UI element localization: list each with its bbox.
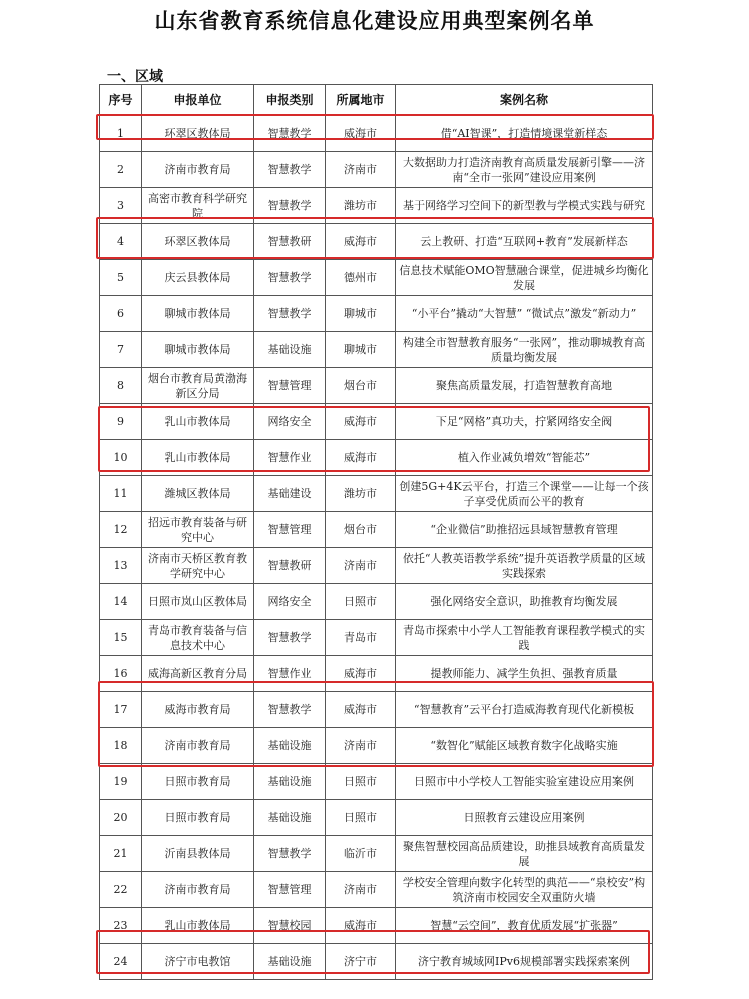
cell-unit: 日照市岚山区教体局 bbox=[142, 584, 254, 620]
cell-index: 12 bbox=[100, 512, 142, 548]
cell-case-name: 云上教研、打造“互联网+教育”发展新样态 bbox=[396, 224, 653, 260]
table-body bbox=[100, 116, 653, 980]
table-row bbox=[100, 908, 653, 944]
cell-city: 威海市 bbox=[326, 404, 396, 440]
cell-city: 潍坊市 bbox=[326, 476, 396, 512]
table-row bbox=[100, 368, 653, 404]
table-row bbox=[100, 296, 653, 332]
cell-case-name: 提教师能力、减学生负担、强教育质量 bbox=[396, 656, 653, 692]
table-row bbox=[100, 440, 653, 476]
cell-index: 2 bbox=[100, 152, 142, 188]
cell-city: 威海市 bbox=[326, 116, 396, 152]
cell-city: 济南市 bbox=[326, 548, 396, 584]
cell-city: 烟台市 bbox=[326, 368, 396, 404]
cell-case-name: 青岛市探索中小学人工智能教育课程教学模式的实践 bbox=[396, 620, 653, 656]
cell-category: 智慧教研 bbox=[254, 224, 326, 260]
table-row bbox=[100, 404, 653, 440]
cell-city: 日照市 bbox=[326, 800, 396, 836]
cell-index: 1 bbox=[100, 116, 142, 152]
cell-case-name: 学校安全管理向数字化转型的典范——“泉校安”构筑济南市校园安全双重防火墙 bbox=[396, 872, 653, 908]
cell-index: 16 bbox=[100, 656, 142, 692]
cell-unit: 乳山市教体局 bbox=[142, 908, 254, 944]
cell-index: 14 bbox=[100, 584, 142, 620]
cell-index: 6 bbox=[100, 296, 142, 332]
cell-case-name: 日照教育云建设应用案例 bbox=[396, 800, 653, 836]
cell-index: 17 bbox=[100, 692, 142, 728]
cell-unit: 环翠区教体局 bbox=[142, 224, 254, 260]
table-row bbox=[100, 728, 653, 764]
cell-unit: 济南市教育局 bbox=[142, 872, 254, 908]
cell-index: 24 bbox=[100, 944, 142, 980]
cell-unit: 聊城市教体局 bbox=[142, 332, 254, 368]
cell-index: 23 bbox=[100, 908, 142, 944]
cell-unit: 威海高新区教育分局 bbox=[142, 656, 254, 692]
cell-unit: 日照市教育局 bbox=[142, 764, 254, 800]
cell-category: 基础设施 bbox=[254, 332, 326, 368]
cell-city: 济宁市 bbox=[326, 944, 396, 980]
cell-case-name: 信息技术赋能OMO智慧融合课堂，促进城乡均衡化发展 bbox=[396, 260, 653, 296]
cell-category: 智慧教学 bbox=[254, 620, 326, 656]
cell-unit: 乳山市教体局 bbox=[142, 404, 254, 440]
cell-index: 10 bbox=[100, 440, 142, 476]
cell-case-name: “数智化”赋能区域教育数字化战略实施 bbox=[396, 728, 653, 764]
table-row bbox=[100, 836, 653, 872]
cell-index: 5 bbox=[100, 260, 142, 296]
table-row bbox=[100, 656, 653, 692]
cell-category: 基础设施 bbox=[254, 944, 326, 980]
cell-category: 智慧教学 bbox=[254, 692, 326, 728]
cell-category: 智慧教学 bbox=[254, 260, 326, 296]
cell-category: 智慧校园 bbox=[254, 908, 326, 944]
cell-index: 19 bbox=[100, 764, 142, 800]
cell-index: 22 bbox=[100, 872, 142, 908]
cell-case-name: 下足“网格”真功夫，拧紧网络安全阀 bbox=[396, 404, 653, 440]
table-row bbox=[100, 800, 653, 836]
table-row bbox=[100, 188, 653, 224]
cell-case-name: 大数据助力打造济南教育高质量发展新引擎——济南“全市一张网”建设应用案例 bbox=[396, 152, 653, 188]
table-row bbox=[100, 764, 653, 800]
cell-category: 智慧教研 bbox=[254, 548, 326, 584]
table-row bbox=[100, 584, 653, 620]
cell-city: 威海市 bbox=[326, 692, 396, 728]
cell-index: 8 bbox=[100, 368, 142, 404]
cell-unit: 环翠区教体局 bbox=[142, 116, 254, 152]
cell-case-name: 聚焦高质量发展，打造智慧教育高地 bbox=[396, 368, 653, 404]
table-row bbox=[100, 476, 653, 512]
cell-city: 威海市 bbox=[326, 908, 396, 944]
table-row bbox=[100, 692, 653, 728]
cell-case-name: “企业微信”助推招远县域智慧教育管理 bbox=[396, 512, 653, 548]
cell-case-name: 强化网络安全意识，助推教育均衡发展 bbox=[396, 584, 653, 620]
header-category: 申报类别 bbox=[254, 85, 326, 116]
cell-category: 智慧作业 bbox=[254, 440, 326, 476]
table-row bbox=[100, 548, 653, 584]
cell-category: 网络安全 bbox=[254, 404, 326, 440]
cell-category: 智慧教学 bbox=[254, 188, 326, 224]
cell-unit: 沂南县教体局 bbox=[142, 836, 254, 872]
cell-city: 日照市 bbox=[326, 584, 396, 620]
cell-category: 基础建设 bbox=[254, 476, 326, 512]
cell-city: 日照市 bbox=[326, 764, 396, 800]
cell-unit: 济南市天桥区教育教学研究中心 bbox=[142, 548, 254, 584]
cell-city: 青岛市 bbox=[326, 620, 396, 656]
cell-unit: 济宁市电教馆 bbox=[142, 944, 254, 980]
cell-category: 基础设施 bbox=[254, 728, 326, 764]
cell-category: 智慧教学 bbox=[254, 836, 326, 872]
cell-city: 济南市 bbox=[326, 728, 396, 764]
cell-category: 智慧教学 bbox=[254, 296, 326, 332]
cell-unit: 聊城市教体局 bbox=[142, 296, 254, 332]
table-row bbox=[100, 260, 653, 296]
cell-unit: 乳山市教体局 bbox=[142, 440, 254, 476]
cell-case-name: 智慧“云空间”，教育优质发展“扩张器” bbox=[396, 908, 653, 944]
table-row bbox=[100, 332, 653, 368]
cell-index: 7 bbox=[100, 332, 142, 368]
cell-case-name: 借“AI智课”，打造情境课堂新样态 bbox=[396, 116, 653, 152]
cell-city: 威海市 bbox=[326, 656, 396, 692]
cell-index: 13 bbox=[100, 548, 142, 584]
cell-unit: 日照市教育局 bbox=[142, 800, 254, 836]
cell-city: 济南市 bbox=[326, 872, 396, 908]
cell-index: 9 bbox=[100, 404, 142, 440]
header-city: 所属地市 bbox=[326, 85, 396, 116]
cell-category: 智慧作业 bbox=[254, 656, 326, 692]
header-case-name: 案例名称 bbox=[396, 85, 653, 116]
cell-category: 智慧教学 bbox=[254, 116, 326, 152]
header-unit: 申报单位 bbox=[142, 85, 254, 116]
cell-case-name: “小平台”撬动“大智慧” “微试点”激发“新动力” bbox=[396, 296, 653, 332]
table-row bbox=[100, 872, 653, 908]
cell-index: 21 bbox=[100, 836, 142, 872]
cell-index: 20 bbox=[100, 800, 142, 836]
cell-case-name: 创建5G+4K云平台，打造三个课堂——让每一个孩子享受优质而公平的教育 bbox=[396, 476, 653, 512]
cell-category: 基础设施 bbox=[254, 764, 326, 800]
cell-unit: 青岛市教育装备与信息技术中心 bbox=[142, 620, 254, 656]
cell-case-name: 基于网络学习空间下的新型教与学模式实践与研究 bbox=[396, 188, 653, 224]
table-header-row bbox=[100, 85, 653, 116]
cell-index: 11 bbox=[100, 476, 142, 512]
cell-index: 18 bbox=[100, 728, 142, 764]
cell-city: 临沂市 bbox=[326, 836, 396, 872]
table-row bbox=[100, 944, 653, 980]
cell-category: 智慧管理 bbox=[254, 368, 326, 404]
cell-city: 威海市 bbox=[326, 224, 396, 260]
table-row bbox=[100, 152, 653, 188]
cell-category: 智慧管理 bbox=[254, 512, 326, 548]
cell-category: 基础设施 bbox=[254, 800, 326, 836]
cell-unit: 庆云县教体局 bbox=[142, 260, 254, 296]
cell-index: 4 bbox=[100, 224, 142, 260]
cell-city: 烟台市 bbox=[326, 512, 396, 548]
cell-city: 威海市 bbox=[326, 440, 396, 476]
cell-case-name: 济宁教育城域网IPv6规模部署实践探索案例 bbox=[396, 944, 653, 980]
cell-city: 潍坊市 bbox=[326, 188, 396, 224]
cell-category: 智慧教学 bbox=[254, 152, 326, 188]
table-row bbox=[100, 620, 653, 656]
cell-unit: 烟台市教育局黄渤海新区分局 bbox=[142, 368, 254, 404]
cell-unit: 济南市教育局 bbox=[142, 152, 254, 188]
cell-category: 智慧管理 bbox=[254, 872, 326, 908]
cell-unit: 高密市教育科学研究院 bbox=[142, 188, 254, 224]
cell-unit: 济南市教育局 bbox=[142, 728, 254, 764]
header-index: 序号 bbox=[100, 85, 142, 116]
cell-case-name: “智慧教育”云平台打造威海教育现代化新模板 bbox=[396, 692, 653, 728]
cell-unit: 招远市教育装备与研究中心 bbox=[142, 512, 254, 548]
cell-index: 3 bbox=[100, 188, 142, 224]
cell-case-name: 依托“人教英语教学系统”提升英语教学质量的区域实践探索 bbox=[396, 548, 653, 584]
cell-city: 聊城市 bbox=[326, 332, 396, 368]
section-heading: 一、区域 bbox=[107, 69, 163, 85]
cell-city: 济南市 bbox=[326, 152, 396, 188]
table-row bbox=[100, 512, 653, 548]
table-row bbox=[100, 116, 653, 152]
cell-case-name: 日照市中小学校人工智能实验室建设应用案例 bbox=[396, 764, 653, 800]
cell-city: 聊城市 bbox=[326, 296, 396, 332]
cell-index: 15 bbox=[100, 620, 142, 656]
cell-unit: 威海市教育局 bbox=[142, 692, 254, 728]
document-title: 山东省教育系统信息化建设应用典型案例名单 bbox=[154, 8, 595, 33]
cell-case-name: 植入作业减负增效“智能芯” bbox=[396, 440, 653, 476]
cell-unit: 潍城区教体局 bbox=[142, 476, 254, 512]
cell-city: 德州市 bbox=[326, 260, 396, 296]
case-table bbox=[99, 84, 653, 980]
cell-case-name: 构建全市智慧教育服务“一张网”，推动聊城教育高质量均衡发展 bbox=[396, 332, 653, 368]
cell-case-name: 聚焦智慧校园高品质建设，助推县域教育高质量发展 bbox=[396, 836, 653, 872]
cell-category: 网络安全 bbox=[254, 584, 326, 620]
table-row bbox=[100, 224, 653, 260]
